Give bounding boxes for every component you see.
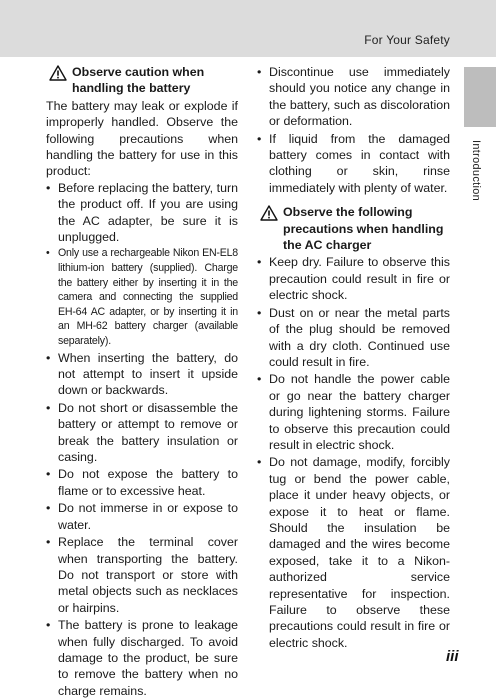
list-item: • If liquid from the damaged battery comes in contact with clothing or skin, rinse immediately with plenty of water. <box>257 131 450 197</box>
list-item: • Do not damage, modify, forcibly tug or bend the power cable, place it under heavy objects, or expose it to heat or flame. Should the insulation be damaged and the wires become exposed, take it to a Nikon-authorized service representative for inspection. Failure to observe these precautions could result in fire or electric shock. <box>257 454 450 651</box>
list-item: • Do not short or disassemble the battery or attempt to remove or break the battery insulation or casing. <box>46 400 238 466</box>
battery-precautions-list <box>46 180 238 699</box>
list-item: • Dust on or near the metal parts of the plug should be removed with a dry cloth. Continued use could result in fire. <box>257 305 450 371</box>
list-item: • When inserting the battery, do not attempt to insert it upside down or backwards. <box>46 350 238 399</box>
charger-warning-heading <box>257 204 450 253</box>
list-item: • The battery is prone to leakage when fully discharged. To avoid damage to the product, be sure to remove the battery when no charge remains. <box>46 617 238 699</box>
battery-precautions-list-continued <box>257 64 450 196</box>
list-item: • Do not immerse in or expose to water. <box>46 500 238 533</box>
list-item: • Discontinue use immediately should you notice any change in the battery, such as discoloration or deformation. <box>257 64 450 130</box>
charger-warning-title: Observe the following precautions when handling the AC charger <box>283 205 444 253</box>
list-item: • Keep dry. Failure to observe this precaution could result in fire or electric shock. <box>257 254 450 303</box>
warning-triangle-icon <box>49 65 67 81</box>
list-item: • Before replacing the battery, turn the product off. If you are using the AC adapter, be sure it is unplugged. <box>46 180 238 246</box>
battery-intro: The battery may leak or explode if improperly handled. Observe the following precautions when handling the battery for use in this product: <box>46 98 238 179</box>
list-item: • Do not handle the power cable or go near the battery charger during lightening storms. Failure to observe this precaution could result in electric shock. <box>257 371 450 453</box>
warning-triangle-icon <box>260 205 278 221</box>
page-number: iii <box>446 648 459 665</box>
battery-warning-title: Observe caution when handling the battery <box>72 65 205 96</box>
list-item: • Replace the terminal cover when transporting the battery. Do not transport or store with metal objects such as necklaces or hairpins. <box>46 534 238 616</box>
list-item: • Only use a rechargeable Nikon EN-EL8 lithium-ion battery (supplied). Charge the battery either by inserting it in the camera and connecting the supplied EH-64 AC adapter, or by inserting it in an MH-62 battery charger (available separately). <box>46 246 238 348</box>
left-column <box>46 64 238 700</box>
battery-warning-heading <box>46 64 238 97</box>
section-title: For Your Safety <box>364 33 450 47</box>
header-bar <box>0 0 496 57</box>
list-item: • Do not expose the battery to flame or to excessive heat. <box>46 466 238 499</box>
charger-precautions-list <box>257 254 450 651</box>
side-tab-marker <box>464 67 496 127</box>
right-column <box>257 64 450 652</box>
side-tab-label: Introduction <box>470 140 482 202</box>
